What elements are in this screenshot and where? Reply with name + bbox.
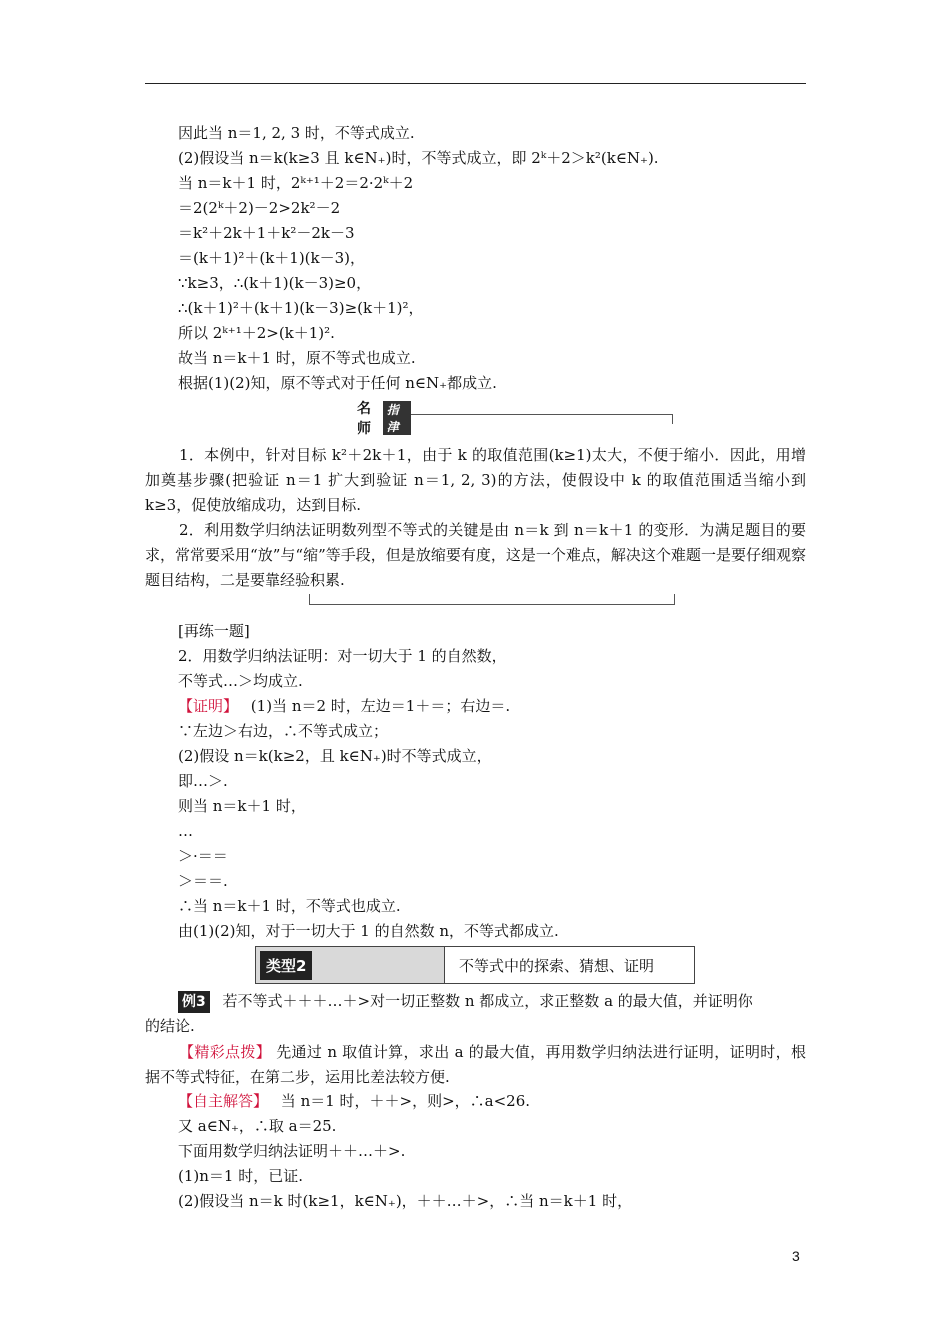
page-number: 3 (792, 1248, 800, 1264)
proof-text: (1)当 n＝2 时，左边＝1＋＝；右边＝. (250, 697, 511, 715)
hint-paragraph (145, 1040, 806, 1090)
proof-line: 因此当 n＝1, 2, 3 时，不等式成立. (178, 124, 415, 142)
practice-problem: 不等式…＞均成立. (178, 672, 303, 690)
guide-title (357, 401, 411, 437)
header-rule (145, 83, 806, 84)
guide-paragraph-2: 2．利用数学归纳法证明数列型不等式的关键是由 n＝k 到 n＝k＋1 的变形．为满足题目的要求，常常要采用“放”与“缩”等手段，但是放缩要有度，这是一个难点，解决这个难题一是要仔细观察题目结构，二是要靠经验积累. (145, 521, 806, 589)
type-title: 不等式中的探索、猜想、证明 (459, 956, 655, 975)
practice-line: ＞＝＝. (178, 872, 228, 890)
guide-frame-corner (674, 594, 675, 604)
answer-line: 又 a∈N₊，∴取 a＝25. (178, 1117, 337, 1135)
guide-paragraph-1: 1．本例中，针对目标 k²＋2k＋1，由于 k 的取值范围(k≥1)太大，不便于缩小．因此，用增加奠基步骤(把验证 n＝1 扩大到验证 n＝1, 2, 3)的方法，使假设中 k 的取值范围适当缩小到 k≥3，促使放缩成功，达到目标. (145, 446, 806, 514)
type-label: 类型2 (260, 951, 312, 980)
answer-line: (1)n＝1 时，已证. (178, 1167, 303, 1185)
practice-line: ∴当 n＝k＋1 时，不等式也成立. (178, 897, 401, 915)
practice-line: 即…＞. (178, 772, 228, 790)
proof-line: 根据(1)(2)知，原不等式对于任何 n∈N₊都成立. (178, 374, 497, 392)
example-text: 若不等式＋＋＋…＋>对一切正整数 n 都成立，求正整数 a 的最大值，并证明你 (222, 992, 753, 1010)
guide-frame-bottom (309, 604, 675, 605)
guide-title-tail: 指津 (383, 401, 411, 435)
type-banner (255, 946, 695, 984)
practice-line: ∵左边＞右边，∴不等式成立； (178, 722, 389, 740)
answer-line (178, 1090, 530, 1112)
proof-line: 当 n＝k＋1 时，2ᵏ⁺¹＋2＝2·2ᵏ＋2 (178, 174, 414, 192)
answer-tag: 【自主解答】 (178, 1092, 269, 1110)
proof-line: ∴(k＋1)²＋(k＋1)(k－3)≥(k＋1)²， (178, 299, 424, 317)
practice-line: 由(1)(2)知，对于一切大于 1 的自然数 n，不等式都成立. (178, 922, 559, 940)
practice-line: 则当 n＝k＋1 时， (178, 797, 306, 815)
practice-line: (2)假设 n＝k(k≥2，且 k∈N₊)时不等式成立， (178, 747, 492, 765)
guide-frame-corner (672, 414, 673, 424)
practice-problem: 2．用数学归纳法证明：对一切大于 1 的自然数， (178, 647, 507, 665)
example-badge: 例3 (178, 991, 210, 1013)
answer-line: (2)假设当 n＝k 时(k≥1，k∈N₊)，＋＋…＋>，∴当 n＝k＋1 时， (178, 1192, 633, 1210)
example-line (178, 990, 753, 1013)
practice-line: ＞·＝＝ (178, 847, 228, 865)
proof-line: 所以 2ᵏ⁺¹＋2>(k＋1)². (178, 324, 335, 342)
hint-text: 先通过 n 取值计算，求出 a 的最大值，再用数学归纳法进行证明，证明时，根据不等式特征，在第二步，运用比差法较方便. (145, 1043, 806, 1086)
hint-tag: 【精彩点拨】 (179, 1043, 272, 1061)
guide-title-text: 名师 (357, 401, 371, 437)
proof-line: ＝2(2ᵏ＋2)－2>2k²－2 (178, 199, 341, 217)
proof-line: ＝k²＋2k＋1＋k²－2k－3 (178, 224, 355, 242)
answer-text: 当 n＝1 时，＋＋>，则>，∴a<26. (280, 1092, 531, 1110)
type-label-cell (256, 947, 445, 983)
proof-line: ＝(k＋1)²＋(k＋1)(k－3)， (178, 249, 366, 267)
guide-frame-top (411, 414, 673, 415)
proof-tag: 【证明】 (178, 697, 239, 715)
practice-line: … (178, 822, 193, 840)
proof-line: (2)假设当 n＝k(k≥3 且 k∈N₊)时，不等式成立，即 2ᵏ＋2＞k²(k∈N₊). (178, 149, 659, 167)
example-line: 的结论. (145, 1017, 195, 1035)
practice-proof-line (178, 695, 510, 717)
practice-header: [再练一题] (178, 622, 250, 640)
proof-line: ∵k≥3，∴(k＋1)(k－3)≥0， (178, 274, 372, 292)
proof-line: 故当 n＝k＋1 时，原不等式也成立. (178, 349, 416, 367)
answer-line: 下面用数学归纳法证明＋＋…＋>. (178, 1142, 406, 1160)
guide-frame-corner (309, 594, 310, 604)
